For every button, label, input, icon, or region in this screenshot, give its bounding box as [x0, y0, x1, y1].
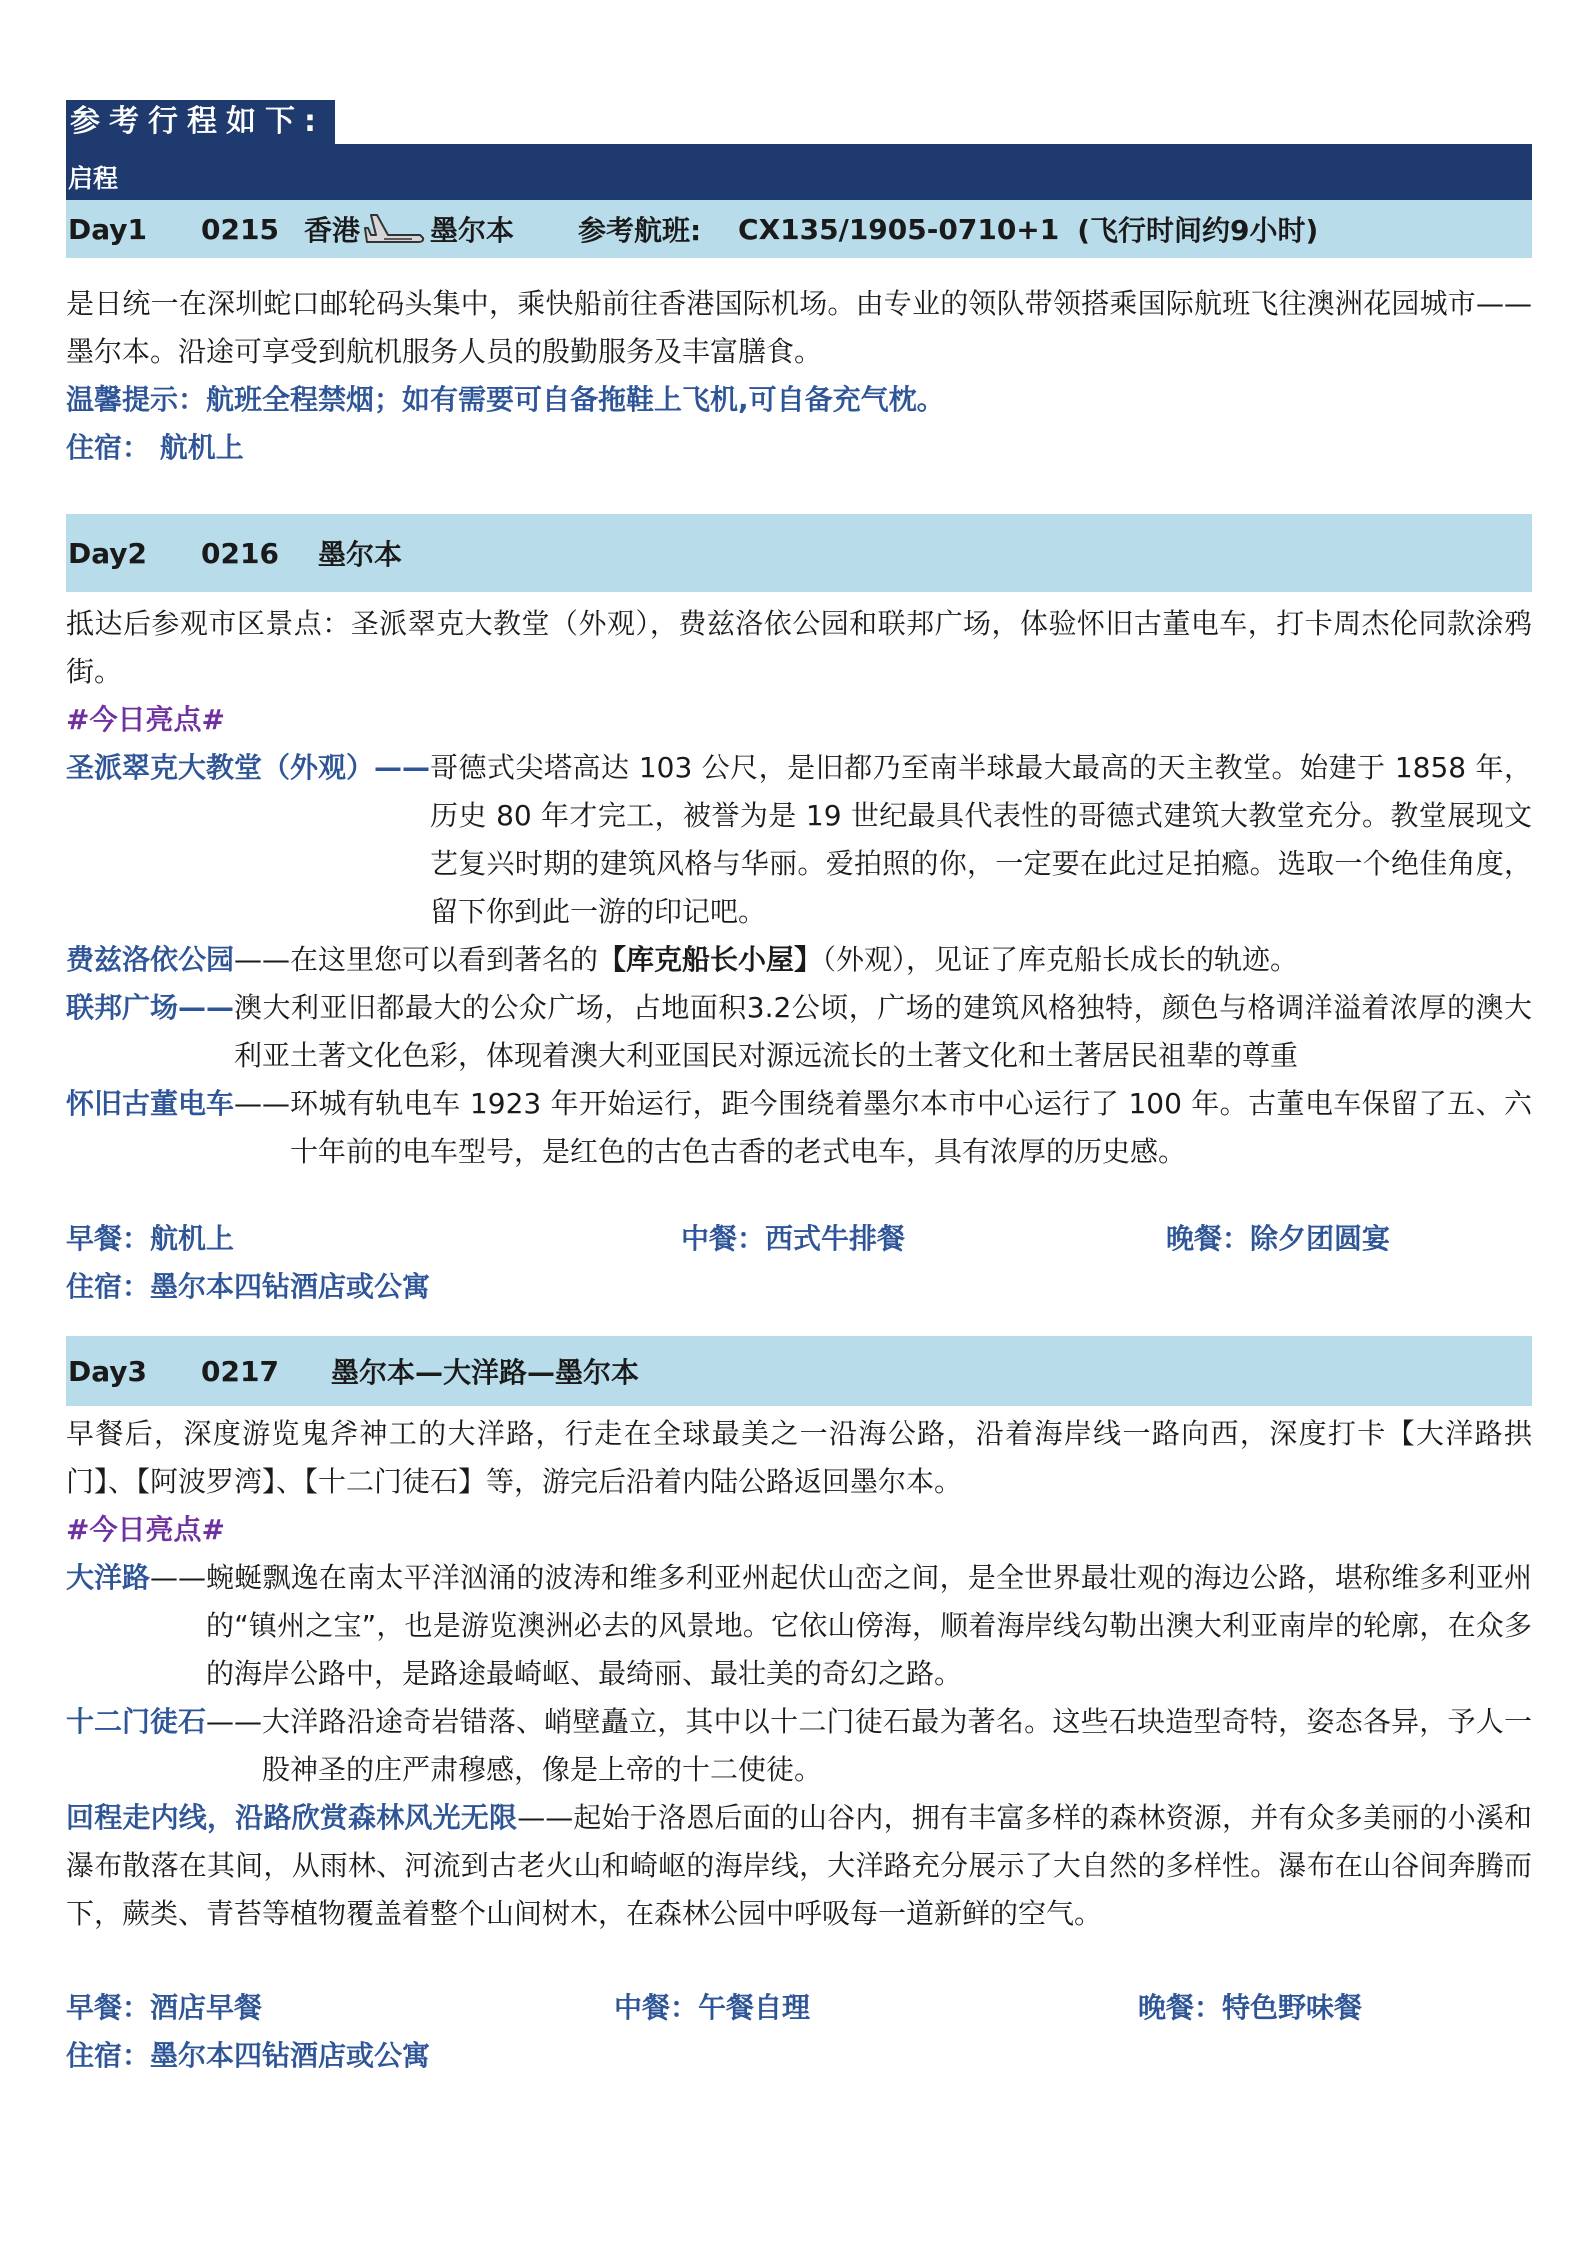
- item-text: 环城有轨电车 1923 年开始运行，距今围绕着墨尔本市中心运行了 100 年。古董电车保留了五、六十年前的电车型号，是红色的古色古香的老式电车，具有浓厚的历史感。: [290, 1087, 1532, 1168]
- day3-label: Day3: [68, 1354, 148, 1388]
- item-title: 回程走内线，沿路欣赏森林风光无限: [66, 1801, 518, 1834]
- day1-duration: (飞行时间约9小时): [1077, 214, 1319, 247]
- day1-to: 墨尔本: [430, 214, 515, 247]
- start-bar: 启程: [66, 144, 1532, 200]
- breakfast: 早餐：酒店早餐: [66, 1991, 263, 2024]
- day2-item-tram: 怀旧古董电车—— 环城有轨电车 1923 年开始运行，距今围绕着墨尔本市中心运行了 100 年。古董电车保留了五、六十年前的电车型号，是红色的古色古香的老式电车，具有浓厚的历史感。: [66, 1080, 1532, 1176]
- day1-flight-label: 参考航班:: [578, 214, 702, 247]
- day3-item-forest: 回程走内线，沿路欣赏森林风光无限——起始于洛恩后面的山谷内，拥有丰富多样的森林资源，并有众多美丽的小溪和瀑布散落在其间，从雨林、河流到古老火山和崎岖的海岸线，大洋路充分展示了大自然的多样性。瀑布在山谷间奔腾而下，蕨类、青苔等植物覆盖着整个山间树木，在森林公园中呼吸每一道新鲜的空气。: [66, 1801, 1532, 1930]
- day1-description: 是日统一在深圳蛇口邮轮码头集中，乘快船前往香港国际机场。由专业的领队带领搭乘国际航班飞往澳洲花园城市——墨尔本。沿途可享受到航机服务人员的殷勤服务及丰富膳食。: [66, 287, 1532, 368]
- item-text: 起始于洛恩后面的山谷内，拥有丰富多样的森林资源，并有众多美丽的小溪和瀑布散落在其间，从雨林、河流到古老火山和崎岖的海岸线，大洋路充分展示了大自然的多样性。瀑布在山谷间奔腾而下，蕨类、青苔等植物覆盖着整个山间树木，在森林公园中呼吸每一道新鲜的空气。: [66, 1801, 1532, 1930]
- item-text: 蜿蜒飘逸在南太平洋汹涌的波涛和维多利亚州起伏山峦之间，是全世界最壮观的海边公路，堪称维多利亚州的“镇州之宝”，也是游览澳洲必去的风景地。它依山傍海，顺着海岸线勾勒出澳大利亚南岸的轮廓，在众多的海岸公路中，是路途最崎岖、最绮丽、最壮美的奇幻之路。: [206, 1561, 1532, 1690]
- day2-date: 0216: [201, 536, 279, 570]
- day1-label: Day1: [68, 212, 148, 246]
- item-bold: 【库克船长小屋】: [598, 943, 823, 976]
- day2-meals: [66, 1215, 1532, 1263]
- item-text: 哥德式尖塔高达 103 公尺，是旧都乃至南半球最大最高的天主教堂。始建于 1858 年，历史 80 年才完工，被誉为是 19 世纪最具代表性的哥德式建筑大教堂充分。教堂展现文艺复兴时期的建筑风格与华丽。爱拍照的你，一定要在此过足拍瘾。选取一个绝佳角度，留下你到此一游的印记吧。: [430, 751, 1532, 928]
- day2-stay: 住宿：墨尔本四钻酒店或公寓: [66, 1270, 431, 1303]
- item-title: 大洋路: [66, 1561, 151, 1594]
- day3-item-great-ocean-road: 大洋路—— 蜿蜒飘逸在南太平洋汹涌的波涛和维多利亚州起伏山峦之间，是全世界最壮观的海边公路，堪称维多利亚州的“镇州之宝”，也是游览澳洲必去的风景地。它依山傍海，顺着海岸线勾勒出澳大利亚南岸的轮廓，在众多的海岸公路中，是路途最崎岖、最绮丽、最壮美的奇幻之路。: [66, 1554, 1532, 1698]
- day2-header: [66, 514, 1532, 592]
- day3-date: 0217: [201, 1354, 279, 1388]
- day2-item-square: 联邦广场—— 澳大利亚旧都最大的公众广场，占地面积3.2公顷，广场的建筑风格独特，颜色与格调洋溢着浓厚的澳大利亚土著文化色彩，体现着澳大利亚国民对源远流长的土著文化和土著居民祖辈的尊重: [66, 984, 1532, 1080]
- day3-description: 早餐后，深度游览鬼斧神工的大洋路，行走在全球最美之一沿海公路，沿着海岸线一路向西，深度打卡【大洋路拱门】、【阿波罗湾】、【十二门徒石】等，游完后沿着内陆公路返回墨尔本。: [66, 1417, 1532, 1498]
- item-title: 十二门徒石: [66, 1705, 207, 1738]
- day1-flight: CX135/1905-0710+1: [738, 212, 1060, 246]
- day3-header: [66, 1336, 1532, 1406]
- page-title: 参考行程如下:: [66, 100, 335, 144]
- day3-stay: 住宿：墨尔本四钻酒店或公寓: [66, 2039, 431, 2072]
- day3-meals: [66, 1984, 1532, 2032]
- day2-place: 墨尔本: [318, 538, 403, 571]
- day1-header: [66, 200, 1532, 258]
- day1-stay: 住宿： 航机上: [66, 431, 244, 464]
- dinner: 晚餐：特色野味餐: [1138, 1991, 1363, 2024]
- day1-from: 香港: [304, 214, 361, 247]
- lunch: 中餐：午餐自理: [614, 1991, 811, 2024]
- item-title: 圣派翠克大教堂（外观）: [66, 751, 375, 784]
- breakfast: 早餐：航机上: [66, 1222, 235, 1255]
- lunch: 中餐：西式牛排餐: [681, 1222, 906, 1255]
- item-text: 大洋路沿途奇岩错落、峭壁矗立，其中以十二门徒石最为著名。这些石块造型奇特，姿态各异，予人一股神圣的庄严肃穆感，像是上帝的十二使徒。: [262, 1705, 1532, 1786]
- airplane-icon: [364, 210, 426, 248]
- item-title: 费兹洛依公园: [66, 943, 235, 976]
- day3-highlight: #今日亮点#: [66, 1513, 225, 1546]
- itinerary-page: [66, 100, 1532, 2080]
- dinner: 晚餐：除夕团圆宴: [1166, 1222, 1391, 1255]
- day3-route: 墨尔本—大洋路—墨尔本: [331, 1356, 640, 1389]
- day3-item-twelve-apostles: 十二门徒石—— 大洋路沿途奇岩错落、峭壁矗立，其中以十二门徒石最为著名。这些石块造型奇特，姿态各异，予人一股神圣的庄严肃穆感，像是上帝的十二使徒。: [66, 1698, 1532, 1794]
- day2-item-park: 费兹洛依公园—— 在这里您可以看到著名的【库克船长小屋】（外观），见证了库克船长成长的轨迹。: [66, 943, 1299, 976]
- day2-highlight: #今日亮点#: [66, 703, 225, 736]
- day1-tip: 温馨提示：航班全程禁烟；如有需要可自备拖鞋上飞机,可自备充气枕。: [66, 383, 945, 416]
- item-title: 联邦广场: [66, 991, 179, 1024]
- item-text: 澳大利亚旧都最大的公众广场，占地面积3.2公顷，广场的建筑风格独特，颜色与格调洋溢着浓厚的澳大利亚土著文化色彩，体现着澳大利亚国民对源远流长的土著文化和土著居民祖辈的尊重: [234, 991, 1532, 1072]
- day2-item-cathedral: 圣派翠克大教堂（外观）—— 哥德式尖塔高达 103 公尺，是旧都乃至南半球最大最高的天主教堂。始建于 1858 年，历史 80 年才完工，被誉为是 19 世纪最具代表性的哥德式建筑大教堂充分。教堂展现文艺复兴时期的建筑风格与华丽。爱拍照的你，一定要在此过足拍瘾。选取一个绝佳角度，留下你到此一游的印记吧。: [66, 744, 1532, 936]
- day1-date: 0215: [201, 212, 279, 246]
- item-title: 怀旧古董电车: [66, 1087, 235, 1120]
- day2-label: Day2: [68, 536, 148, 570]
- day2-description: 抵达后参观市区景点：圣派翠克大教堂（外观），费兹洛依公园和联邦广场，体验怀旧古董电车，打卡周杰伦同款涂鸦街。: [66, 607, 1532, 688]
